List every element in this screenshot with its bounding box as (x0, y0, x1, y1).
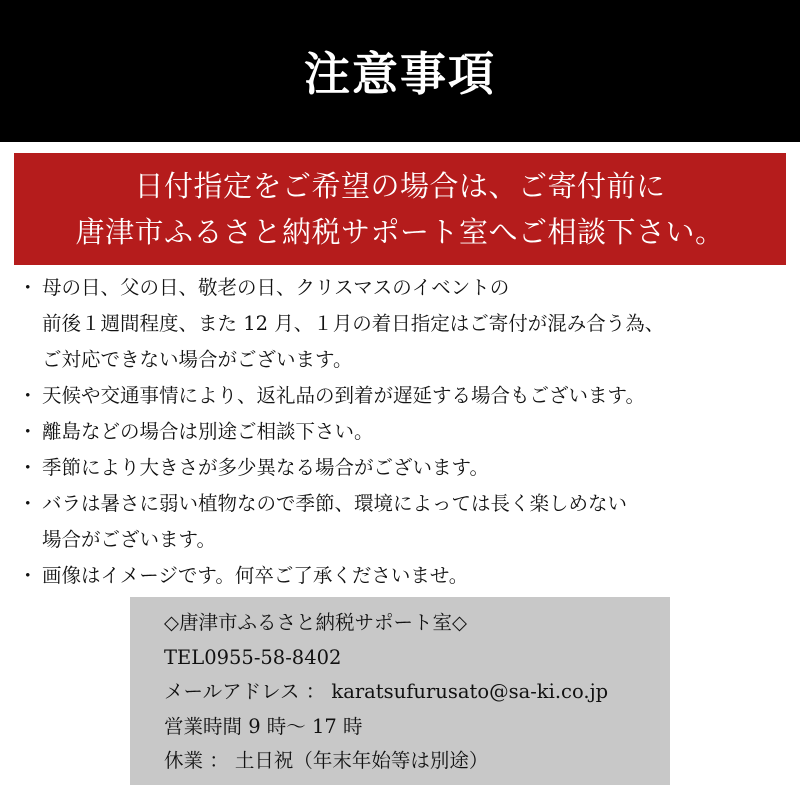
bullet: ・ (18, 384, 38, 407)
bullet: ・ (18, 456, 38, 479)
note-text: 離島などの場合は別途ご相談下さい。 (42, 420, 374, 443)
bullet: ・ (18, 276, 38, 299)
contact-closed: 休業 ： 土日祝（年末年始等は別途） (164, 749, 489, 772)
contact-box (130, 597, 670, 785)
contact-email: メールアドレス ： karatsufurusato@sa-ki.co.jp (164, 680, 609, 703)
note-item (18, 486, 788, 522)
header-bar (0, 0, 800, 142)
note-text: 前後１週間程度、また 12 月、１月の着日指定はご寄付が混み合う為、 (42, 312, 665, 335)
bullet: ・ (18, 492, 38, 515)
note-text: 場合がございます。 (42, 528, 216, 551)
notice-banner (14, 153, 786, 265)
page-title: 注意事項 (304, 47, 496, 101)
bullet: ・ (18, 420, 38, 443)
contact-title: ◇唐津市ふるさと納税サポート室◇ (164, 611, 467, 634)
note-item (18, 558, 788, 594)
note-item (18, 450, 788, 486)
note-text: 天候や交通事情により、返礼品の到着が遅延する場合もございます。 (42, 384, 645, 407)
banner-line: 唐津市ふるさと納税サポート室へご相談下さい。 (75, 215, 725, 249)
note-item (18, 414, 788, 450)
note-text: 画像はイメージです。何卒ご了承くださいませ。 (42, 564, 469, 587)
note-item-continuation (18, 342, 788, 378)
notes-list (18, 270, 788, 594)
note-item-continuation (18, 522, 788, 558)
note-item (18, 378, 788, 414)
contact-tel: TEL0955-58-8402 (164, 645, 342, 669)
bullet: ・ (18, 564, 38, 587)
note-text: バラは暑さに弱い植物なので季節、環境によっては長く楽しめない (42, 492, 628, 515)
note-item-continuation (18, 306, 788, 342)
note-item (18, 270, 788, 306)
note-text: 母の日、父の日、敬老の日、クリスマスのイベントの (42, 276, 510, 299)
note-text: ご対応できない場合がございます。 (42, 348, 353, 371)
note-text: 季節により大きさが多少異なる場合がございます。 (42, 456, 489, 479)
banner-line: 日付指定をご希望の場合は、ご寄付前に (134, 169, 666, 203)
contact-hours: 営業時間 9 時～ 17 時 (164, 714, 363, 738)
